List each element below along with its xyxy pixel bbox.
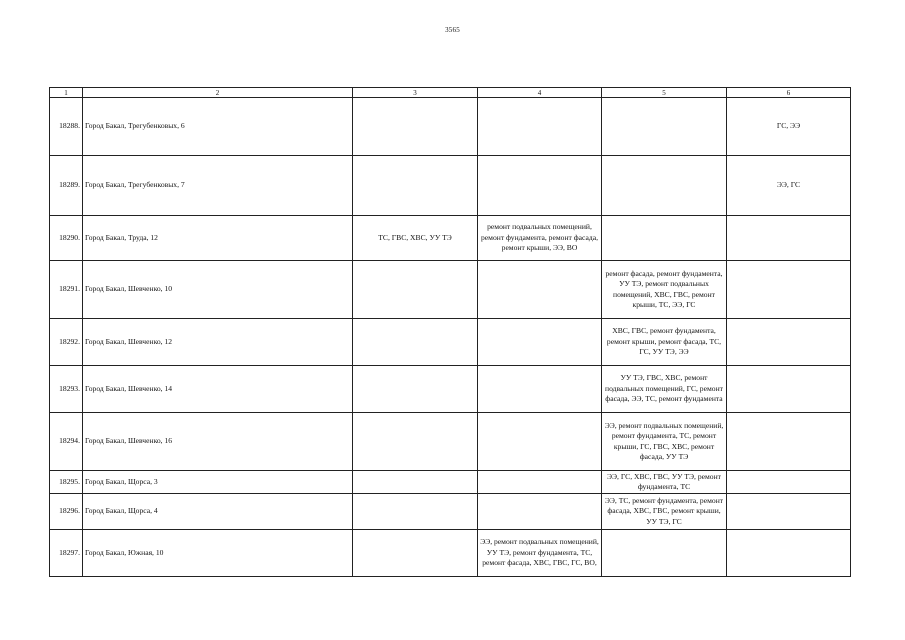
row-col4 xyxy=(478,413,602,471)
row-address: Город Бакал, Щорса, 4 xyxy=(83,494,353,530)
row-col5: ЭЭ, ТС, ремонт фундамента, ремонт фасада, ХВС, ГВС, ремонт крыши, УУ ТЭ, ГС xyxy=(602,494,727,530)
row-number: 18292. xyxy=(50,319,83,366)
row-col4: ремонт подвальных помещений, ремонт фундамента, ремонт фасада, ремонт крыши, ЭЭ, ВО xyxy=(478,216,602,261)
row-col6 xyxy=(727,494,851,530)
row-col5: ремонт фасада, ремонт фундамента, УУ ТЭ, ремонт подвальных помещений, ХВС, ГВС, ремонт крыши, ТС, ЭЭ, ГС xyxy=(602,261,727,319)
page-number: 3565 xyxy=(445,26,460,34)
row-col4 xyxy=(478,156,602,216)
row-col6 xyxy=(727,366,851,413)
table-row xyxy=(50,261,851,319)
row-col5: ЭЭ, ремонт подвальных помещений, ремонт фундамента, ТС, ремонт крыши, ГС, ГВС, ХВС, ремонт фасада, УУ ТЭ xyxy=(602,413,727,471)
row-col5 xyxy=(602,156,727,216)
row-number: 18295. xyxy=(50,471,83,494)
row-col3 xyxy=(353,530,478,577)
table-row xyxy=(50,98,851,156)
row-number: 18290. xyxy=(50,216,83,261)
row-col5 xyxy=(602,530,727,577)
row-address: Город Бакал, Трегубенковых, 6 xyxy=(83,98,353,156)
table-row xyxy=(50,156,851,216)
row-address: Город Бакал, Шевченко, 12 xyxy=(83,319,353,366)
row-number: 18289. xyxy=(50,156,83,216)
row-col3 xyxy=(353,261,478,319)
row-address: Город Бакал, Южная, 10 xyxy=(83,530,353,577)
row-number: 18293. xyxy=(50,366,83,413)
table-row xyxy=(50,319,851,366)
row-col5 xyxy=(602,98,727,156)
table-row xyxy=(50,530,851,577)
row-number: 18294. xyxy=(50,413,83,471)
row-col4 xyxy=(478,319,602,366)
table-row xyxy=(50,413,851,471)
column-header-4: 4 xyxy=(478,88,602,98)
row-col3 xyxy=(353,494,478,530)
row-col6 xyxy=(727,413,851,471)
row-col3 xyxy=(353,98,478,156)
row-col6 xyxy=(727,530,851,577)
row-number: 18288. xyxy=(50,98,83,156)
row-col6: ГС, ЭЭ xyxy=(727,98,851,156)
row-col5 xyxy=(602,216,727,261)
column-header-6: 6 xyxy=(727,88,851,98)
row-address: Город Бакал, Шевченко, 16 xyxy=(83,413,353,471)
row-col4 xyxy=(478,494,602,530)
row-address: Город Бакал, Шевченко, 14 xyxy=(83,366,353,413)
row-col3 xyxy=(353,471,478,494)
row-col4 xyxy=(478,471,602,494)
row-col4: ЭЭ, ремонт подвальных помещений, УУ ТЭ, ремонт фундамента, ТС, ремонт фасада, ХВС, ГВС, ГС, ВО, xyxy=(478,530,602,577)
row-col6 xyxy=(727,261,851,319)
row-address: Город Бакал, Трегубенковых, 7 xyxy=(83,156,353,216)
row-col3 xyxy=(353,319,478,366)
column-header-2: 2 xyxy=(83,88,353,98)
row-address: Город Бакал, Шевченко, 10 xyxy=(83,261,353,319)
column-number-row xyxy=(50,88,851,98)
column-header-5: 5 xyxy=(602,88,727,98)
row-col5: УУ ТЭ, ГВС, ХВС, ремонт подвальных помещений, ГС, ремонт фасада, ЭЭ, ТС, ремонт фундамента xyxy=(602,366,727,413)
row-col6 xyxy=(727,471,851,494)
table-row xyxy=(50,494,851,530)
row-col5: ХВС, ГВС, ремонт фундамента, ремонт крыши, ремонт фасада, ТС, ГС, УУ ТЭ, ЭЭ xyxy=(602,319,727,366)
row-number: 18296. xyxy=(50,494,83,530)
row-address: Город Бакал, Труда, 12 xyxy=(83,216,353,261)
row-col4 xyxy=(478,261,602,319)
table-row xyxy=(50,216,851,261)
row-col5: ЭЭ, ГС, ХВС, ГВС, УУ ТЭ, ремонт фундамента, ТС xyxy=(602,471,727,494)
table-row xyxy=(50,471,851,494)
row-col4 xyxy=(478,98,602,156)
row-col6 xyxy=(727,319,851,366)
column-header-1: 1 xyxy=(50,88,83,98)
row-col3: ТС, ГВС, ХВС, УУ ТЭ xyxy=(353,216,478,261)
row-col3 xyxy=(353,366,478,413)
row-col6 xyxy=(727,216,851,261)
row-col3 xyxy=(353,156,478,216)
row-col3 xyxy=(353,413,478,471)
table-row xyxy=(50,366,851,413)
row-col4 xyxy=(478,366,602,413)
column-header-3: 3 xyxy=(353,88,478,98)
row-number: 18291. xyxy=(50,261,83,319)
registry-table xyxy=(49,87,851,577)
row-address: Город Бакал, Щорса, 3 xyxy=(83,471,353,494)
row-number: 18297. xyxy=(50,530,83,577)
row-col6: ЭЭ, ГС xyxy=(727,156,851,216)
